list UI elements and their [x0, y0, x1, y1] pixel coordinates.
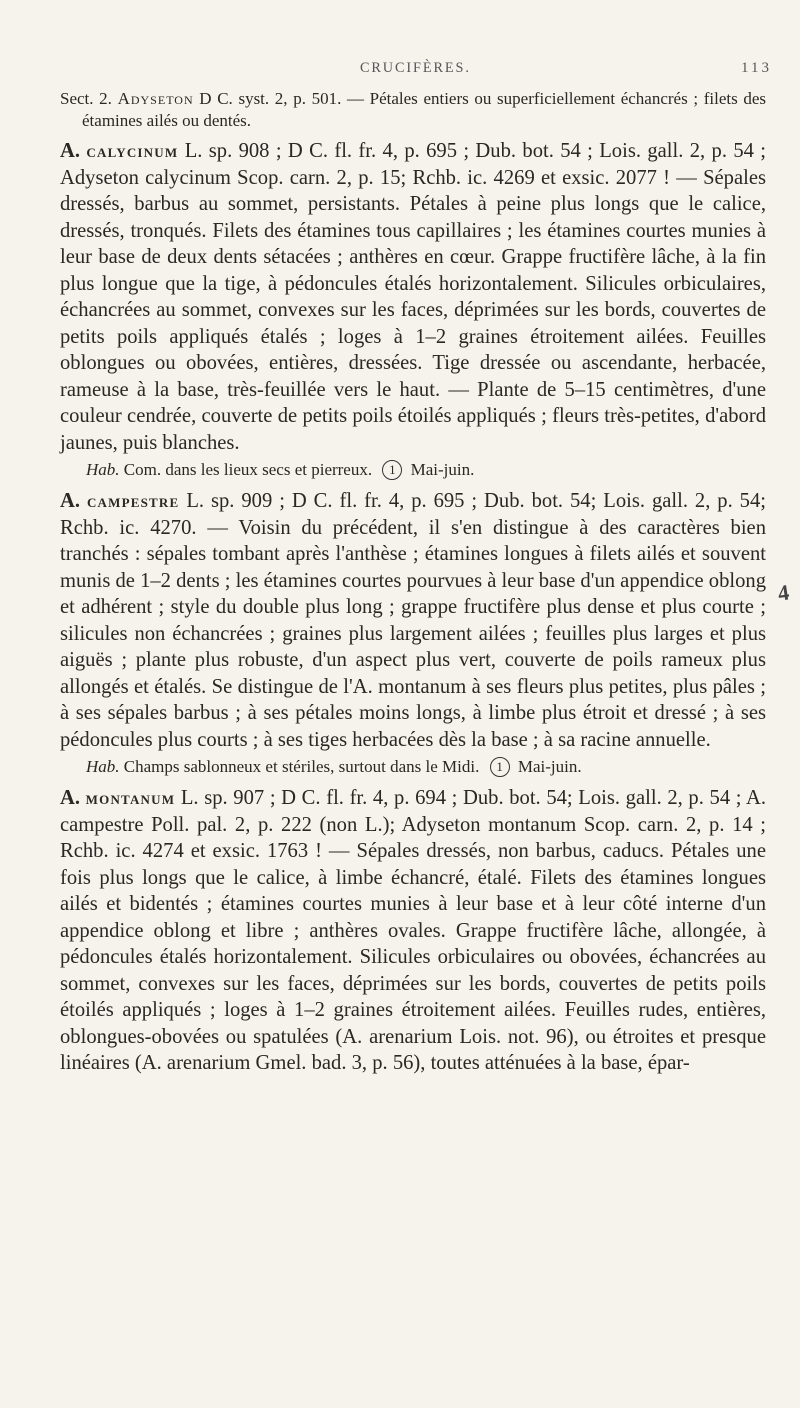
species-genus-letter: A. [60, 140, 81, 162]
species-habitat-calycinum [60, 458, 766, 482]
species-habitat-campestre [60, 755, 766, 779]
species-description: L. sp. 909 ; D C. fl. fr. 4, p. 695 ; Dub. bot. 54; Lois. gall. 2, p. 54; Rchb. ic. 4270. — Voisin du précédent, il s'en distingue à des caractères bien tranchés : sépales tombant après l'anthèse ; étamines longues à filets ailés et souvent munis de 1–2 dents ; les étamines courtes pourvues à leur base d'un appendice oblong et adhérent ; style du double plus long ; grappe fructifère plus dense et plus courte ; silicules non échancrées ; graines plus largement ailées ; feuilles plus larges et plus aiguës ; plante plus robuste, d'un aspect plus vert, couverte de poils rameux plus allongés et étalés. Se distingue de l'A. montanum à ses fleurs plus petites, plus pâles ; à ses sépales barbus ; à ses pétales moins longs, à limbe plus étroit et dressé ; à ses pédoncules plus courts ; à ses tiges herbacées dès la base ; à sa racine annuelle. [60, 490, 767, 751]
species-name: montanum [85, 788, 176, 808]
flowering-period: Mai-juin. [517, 757, 582, 776]
margin-annotation: 4 [776, 579, 791, 606]
page-number: 113 [741, 60, 772, 76]
habitat-label: Hab. [86, 460, 120, 479]
species-name: calycinum [86, 141, 179, 161]
species-description: L. sp. 908 ; D C. fl. fr. 4, p. 695 ; Dub. bot. 54 ; Lois. gall. 2, p. 54 ; Adyseton calycinum Scop. carn. 2, p. 15; Rchb. ic. 4269 et exsic. 2077 ! — Sépales dressés, barbus au sommet, persistants. Pétales à peine plus longs que le calice, dressés, tronqués. Filets des étamines tous capillaires ; les étamines courtes munies à leur base de deux dents sétacées ; anthères en cœur. Grappe fructifère lâche, à la fin plus longue que la tige, à pédoncules étalés horizontalement. Silicules orbiculaires, échancrées au sommet, convexes sur les faces, déprimées sur les bords, couvertes de petits poils appliqués étalés ; loges à 1–2 graines étroitement ailées. Feuilles oblongues ou obovées, entières, dressées. Tige dressée ou ascendante, herbacée, rameuse à la base, très-feuillée vers le haut. — Plante de 5–15 centimètres, d'une couleur cendrée, couverte de petits poils étoilés appliqués ; fleurs très-petites, d'abord jaunes, puis blanches. [60, 140, 766, 454]
species-name: campestre [86, 491, 180, 511]
species-genus-letter: A. [60, 490, 81, 512]
section-text: D C. syst. 2, p. 501. — Pétales entiers ou superficiellement échancrés ; filets des étamines ailés ou dentés. [82, 89, 767, 130]
habitat-text: Com. dans les lieux secs et pierreux. [123, 460, 373, 479]
species-entry-montanum [60, 785, 766, 1077]
species-genus-letter: A. [60, 787, 81, 809]
flowering-period: Mai-juin. [410, 460, 475, 479]
annual-symbol: 1 [490, 757, 510, 777]
species-entry-calycinum [60, 138, 766, 456]
section-name: Adyseton [117, 89, 194, 108]
species-description: L. sp. 907 ; D C. fl. fr. 4, p. 694 ; Dub. bot. 54; Lois. gall. 2, p. 54 ; A. campestre Poll. pal. 2, p. 222 (non L.); Adyseton montanum Scop. carn. 2, p. 14 ; Rchb. ic. 4274 et exsic. 1763 ! — Sépales dressés, non barbus, caducs. Pétales une fois plus longs que le calice, à limbe échancré, étalé. Filets des étamines longues ailés et bidentés ; étamines courtes munies à leur base et à leur côté interne d'un appendice oblong et libre ; anthères ovales. Grappe fructifère lâche, allongée, à pédoncules étalés horizontalement. Silicules orbiculaires ou obovées, échancrées au sommet, convexes sur les faces, déprimées sur les bords, couvertes de petits poils étoilés appliqués ; loges à 1–2 graines étroitement ailées. Feuilles rudes, entières, oblongues-obovées ou spatulées (A. arenarium Lois. not. 96), ou étroites et presque linéaires (A. arenarium Gmel. bad. 3, p. 56), toutes atténuées à la base, épar- [60, 787, 766, 1074]
habitat-text: Champs sablonneux et stériles, surtout dans le Midi. [123, 757, 480, 776]
header-title: CRUCIFÈRES. [360, 60, 471, 76]
body-text [60, 88, 766, 1077]
section-label: Sect. 2. [60, 89, 112, 108]
species-entry-campestre [60, 488, 766, 753]
section-intro [60, 88, 766, 132]
habitat-label: Hab. [86, 757, 120, 776]
annual-symbol: 1 [382, 460, 402, 480]
running-head [0, 60, 800, 84]
